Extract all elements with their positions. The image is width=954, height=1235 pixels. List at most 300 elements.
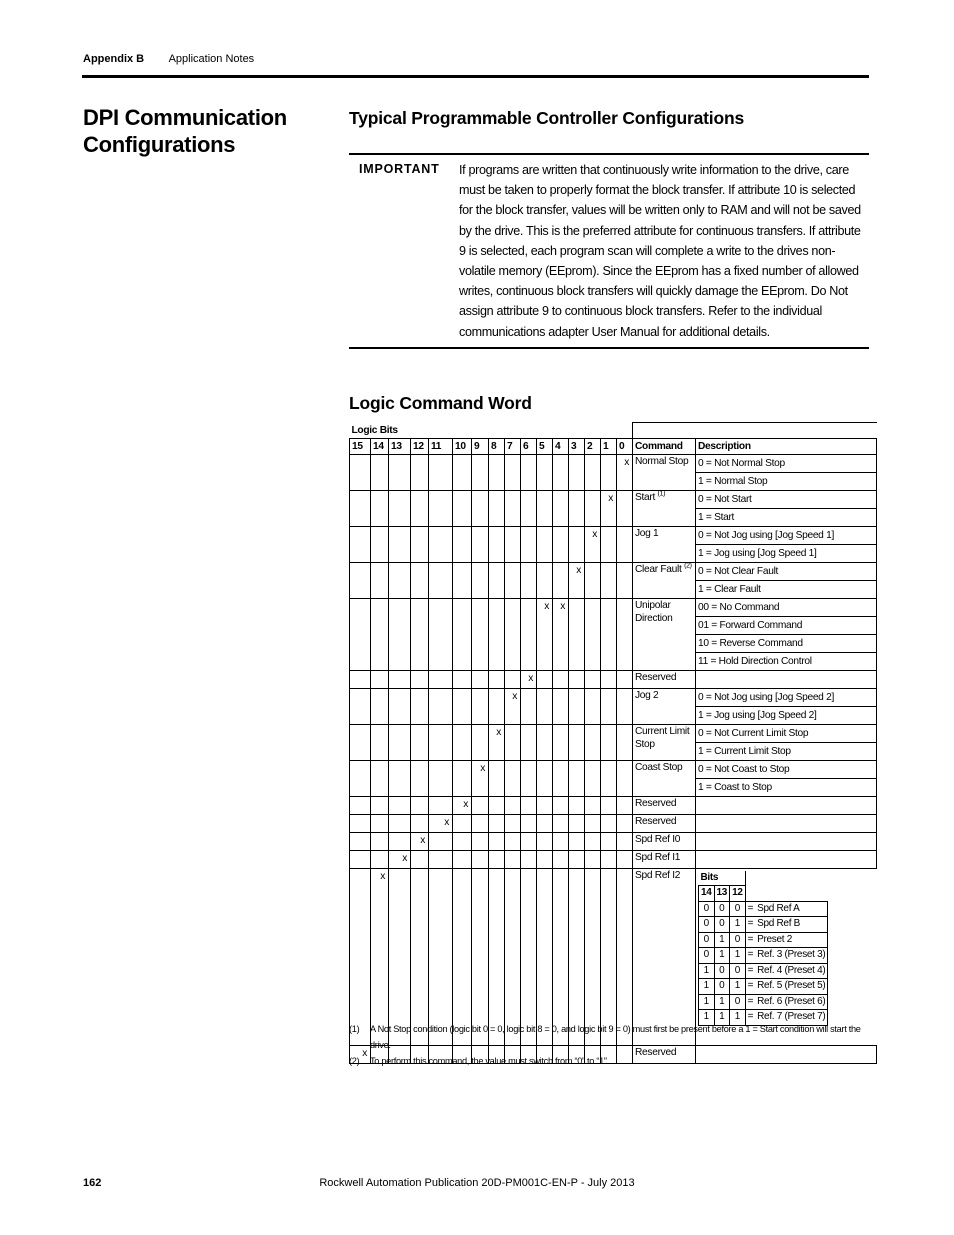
bit-cell (537, 688, 553, 724)
bit-cell (601, 814, 617, 832)
config-heading: Typical Programmable Controller Configurations (349, 108, 744, 128)
bit-cell (537, 850, 553, 868)
header-section: Appendix B (83, 53, 145, 65)
bit-cell (537, 814, 553, 832)
description-empty (696, 797, 876, 814)
bit-cell (371, 724, 389, 760)
important-top-rule (349, 153, 869, 155)
bit-cell (453, 670, 472, 688)
bit-cell (601, 724, 617, 760)
bit-cell (350, 670, 371, 688)
description-line: 0 = Not Jog using [Jog Speed 1] (698, 529, 834, 541)
table-row (350, 760, 877, 796)
command-text: Jog 1 (635, 527, 659, 539)
equals-sign: = (745, 932, 755, 948)
bit-cell (521, 526, 537, 562)
bit-cell (601, 598, 617, 670)
bit-cell (472, 724, 489, 760)
table-row (350, 490, 877, 526)
bit-mark: x (553, 598, 569, 670)
bit-mark: x (585, 526, 601, 562)
footnote-1-text: A Not Stop condition (logic bit 0 = 0, logic bit 8 = 0, and logic bit 9 = 0) must first be present before a 1 = Start condition will start the drive. (370, 1024, 861, 1050)
speed-bit-header: 13 (714, 886, 730, 902)
bit-cell (505, 850, 521, 868)
bit-cell (617, 868, 633, 1045)
bit-cell (389, 724, 411, 760)
logic-command-table (349, 422, 877, 1064)
speed-bits-label: Bits (699, 871, 746, 886)
bit-cell (601, 796, 617, 814)
bit-cell (537, 832, 553, 850)
bit-mark: x (389, 850, 411, 868)
command-cell (633, 688, 696, 724)
bit-cell (585, 814, 601, 832)
command-cell (633, 562, 696, 598)
bit-cell (521, 832, 537, 850)
bit-cell (505, 490, 521, 526)
bit-cell (371, 454, 389, 490)
speed-bit-value: 0 (730, 963, 746, 979)
command-text: Reserved (635, 1046, 677, 1058)
bit-header: 13 (389, 438, 411, 454)
description-header: Description (696, 438, 877, 454)
bit-cell (453, 814, 472, 832)
bit-cell (601, 562, 617, 598)
speed-bit-value: 1 (714, 1010, 730, 1026)
bit-mark: x (453, 796, 472, 814)
bit-cell (371, 850, 389, 868)
description-line: 01 = Forward Command (696, 616, 876, 634)
bit-cell (521, 454, 537, 490)
description-line: 1 = Jog using [Jog Speed 1] (696, 544, 876, 562)
bit-cell (569, 760, 585, 796)
description-empty (696, 851, 876, 868)
bit-cell (453, 760, 472, 796)
bit-header: 1 (601, 438, 617, 454)
header-rule (82, 75, 869, 78)
description-empty (696, 671, 876, 688)
bit-cell (553, 724, 569, 760)
bit-cell (371, 670, 389, 688)
bit-header: 11 (429, 438, 453, 454)
bit-cell (537, 760, 553, 796)
bit-cell (569, 688, 585, 724)
description-cell (696, 526, 877, 562)
command-text: Spd Ref I1 (635, 851, 681, 863)
bit-cell (553, 688, 569, 724)
publication-info: Rockwell Automation Publication 20D-PM001C-EN-P - July 2013 (319, 1177, 635, 1189)
speed-bit-value: 0 (730, 901, 746, 917)
bit-cell (472, 670, 489, 688)
bit-cell (389, 454, 411, 490)
bit-cell (429, 670, 453, 688)
speed-ref-name: Ref. 3 (Preset 3) (755, 948, 828, 964)
bit-cell (617, 598, 633, 670)
bit-header: 10 (453, 438, 472, 454)
bit-cell (505, 724, 521, 760)
bit-cell (585, 760, 601, 796)
bit-cell (472, 490, 489, 526)
bit-cell (350, 454, 371, 490)
bit-mark: x (371, 868, 389, 1045)
speed-ref-name: Spd Ref A (755, 901, 828, 917)
bit-cell (553, 490, 569, 526)
bit-cell (617, 562, 633, 598)
bit-cell (553, 526, 569, 562)
footnote-ref: (2) (684, 562, 692, 570)
bit-cell (601, 760, 617, 796)
bit-header: 2 (585, 438, 601, 454)
bit-cell (389, 490, 411, 526)
bit-cell (371, 760, 389, 796)
bit-cell (389, 526, 411, 562)
bit-cell (489, 454, 505, 490)
bit-header: 12 (411, 438, 429, 454)
description-line: 10 = Reverse Command (696, 634, 876, 652)
bit-cell (371, 688, 389, 724)
bit-cell (389, 688, 411, 724)
bit-cell (389, 760, 411, 796)
command-cell (633, 832, 696, 850)
description-cell (696, 760, 877, 796)
bit-header: 14 (371, 438, 389, 454)
bit-cell (411, 688, 429, 724)
description-cell (696, 670, 877, 688)
bit-cell (489, 490, 505, 526)
speed-ref-name: Preset 2 (755, 932, 828, 948)
bit-cell (429, 724, 453, 760)
bit-cell (489, 760, 505, 796)
speed-bit-value: 0 (714, 979, 730, 995)
speed-bit-header: 14 (699, 886, 715, 902)
bit-cell (537, 562, 553, 598)
bit-cell (505, 796, 521, 814)
speed-bit-value: 0 (699, 932, 715, 948)
description-line: 00 = No Command (698, 601, 780, 613)
equals-sign: = (745, 917, 755, 933)
bit-cell (472, 832, 489, 850)
bit-cell (411, 670, 429, 688)
bit-cell (489, 526, 505, 562)
bit-header: 4 (553, 438, 569, 454)
footnote-2 (349, 1053, 871, 1069)
bit-cell (411, 526, 429, 562)
bit-cell (569, 670, 585, 688)
bit-cell (569, 490, 585, 526)
bit-cell (601, 850, 617, 868)
speed-bit-value: 1 (699, 1010, 715, 1026)
bit-cell (350, 832, 371, 850)
bit-header: 15 (350, 438, 371, 454)
running-header (83, 53, 254, 65)
bit-cell (489, 670, 505, 688)
speed-bit-value: 1 (699, 979, 715, 995)
bit-cell (553, 832, 569, 850)
speed-row (699, 917, 828, 933)
bit-cell (371, 832, 389, 850)
bit-cell (429, 688, 453, 724)
bit-cell (453, 688, 472, 724)
table-row (350, 454, 877, 490)
bit-mark: x (411, 832, 429, 850)
bit-cell (411, 868, 429, 1045)
speed-bit-value: 0 (699, 917, 715, 933)
bit-cell (601, 832, 617, 850)
equals-sign: = (745, 963, 755, 979)
command-cell (633, 670, 696, 688)
speed-ref-name: Ref. 4 (Preset 4) (755, 963, 828, 979)
bit-cell (429, 562, 453, 598)
bit-cell (601, 526, 617, 562)
bit-cell (429, 796, 453, 814)
command-text: Reserved (635, 671, 677, 683)
bit-cell (389, 670, 411, 688)
command-text: Normal Stop (635, 455, 689, 467)
bit-cell (537, 454, 553, 490)
footnote-2-text: To perform this command, the value must switch from “0” to “1”. (370, 1056, 609, 1066)
command-text: Coast Stop (635, 761, 683, 773)
bit-cell (389, 562, 411, 598)
command-cell (633, 454, 696, 490)
bit-cell (411, 850, 429, 868)
bit-cell (472, 688, 489, 724)
bit-cell (350, 868, 371, 1045)
bit-header: 9 (472, 438, 489, 454)
footnote-1-number: (1) (349, 1024, 360, 1034)
command-text: Spd Ref I2 (635, 869, 681, 881)
bit-cell (350, 526, 371, 562)
bit-cell (350, 760, 371, 796)
speed-row (699, 979, 828, 995)
bit-cell (453, 562, 472, 598)
description-cell (696, 832, 877, 850)
bit-cell (371, 562, 389, 598)
description-line: 1 = Current Limit Stop (696, 742, 876, 760)
bit-cell (505, 760, 521, 796)
bit-cell (371, 598, 389, 670)
bit-cell (505, 868, 521, 1045)
speed-bit-value: 1 (714, 994, 730, 1010)
description-line: 1 = Clear Fault (696, 580, 876, 598)
speed-bit-value: 0 (699, 948, 715, 964)
command-header: Command (633, 438, 696, 454)
bit-cell (521, 850, 537, 868)
bit-mark: x (537, 598, 553, 670)
bit-cell (429, 760, 453, 796)
speed-bit-value: 1 (730, 917, 746, 933)
bit-cell (429, 850, 453, 868)
bit-cell (371, 490, 389, 526)
bit-cell (371, 526, 389, 562)
speed-bit-value: 1 (714, 932, 730, 948)
bit-mark: x (429, 814, 453, 832)
bit-cell (553, 454, 569, 490)
bit-cell (489, 868, 505, 1045)
bit-cell (569, 868, 585, 1045)
bit-cell (569, 814, 585, 832)
description-line: 0 = Not Normal Stop (698, 457, 785, 469)
description-cell (696, 814, 877, 832)
speed-bit-value: 1 (730, 948, 746, 964)
bit-cell (505, 454, 521, 490)
bit-cell (389, 814, 411, 832)
bit-cell (521, 724, 537, 760)
description-line: 1 = Jog using [Jog Speed 2] (696, 706, 876, 724)
bit-cell (553, 562, 569, 598)
bit-mark: x (569, 562, 585, 598)
bit-cell (411, 490, 429, 526)
bit-cell (472, 598, 489, 670)
speed-ref-name: Ref. 6 (Preset 6) (755, 994, 828, 1010)
table-row (350, 832, 877, 850)
command-cell (633, 724, 696, 760)
command-cell (633, 760, 696, 796)
bit-cell (429, 454, 453, 490)
bit-mark: x (505, 688, 521, 724)
bit-cell (537, 670, 553, 688)
footnote-1 (349, 1021, 871, 1053)
bit-cell (389, 796, 411, 814)
description-cell (696, 562, 877, 598)
bit-cell (389, 598, 411, 670)
bit-cell (429, 832, 453, 850)
command-cell (633, 850, 696, 868)
bit-cell (472, 796, 489, 814)
equals-sign: = (745, 948, 755, 964)
speed-bit-value: 0 (714, 917, 730, 933)
bit-cell (505, 814, 521, 832)
speed-reference-table (698, 871, 828, 1026)
bit-cell (453, 832, 472, 850)
footnote-ref: (1) (657, 490, 666, 498)
bit-cell (569, 724, 585, 760)
bit-cell (617, 526, 633, 562)
bit-cell (585, 850, 601, 868)
bit-cell (585, 454, 601, 490)
bit-cell (601, 670, 617, 688)
bit-cell (472, 562, 489, 598)
bit-cell (521, 796, 537, 814)
bit-cell (585, 796, 601, 814)
bit-header: 5 (537, 438, 553, 454)
speed-row (699, 901, 828, 917)
bit-cell (585, 832, 601, 850)
table-row (350, 670, 877, 688)
description-line: 0 = Not Current Limit Stop (698, 727, 809, 739)
bit-cell (569, 832, 585, 850)
bit-cell (553, 814, 569, 832)
command-cell (633, 814, 696, 832)
bit-cell (411, 454, 429, 490)
bit-cell (521, 868, 537, 1045)
bit-cell (569, 526, 585, 562)
command-text: Reserved (635, 815, 677, 827)
table-row (350, 850, 877, 868)
bit-cell (472, 526, 489, 562)
bit-cell (429, 490, 453, 526)
speed-ref-name: Ref. 5 (Preset 5) (755, 979, 828, 995)
command-text: Reserved (635, 797, 677, 809)
bit-cell (489, 850, 505, 868)
bit-header: 7 (505, 438, 521, 454)
bit-cell (472, 814, 489, 832)
bit-cell (350, 724, 371, 760)
command-cell (633, 796, 696, 814)
bit-cell (601, 454, 617, 490)
command-text: Jog 2 (635, 689, 659, 701)
bit-cell (453, 850, 472, 868)
speed-bit-value: 0 (730, 932, 746, 948)
bit-cell (453, 868, 472, 1045)
bit-cell (521, 760, 537, 796)
speed-table-wrap (696, 871, 877, 1045)
bit-cell (453, 724, 472, 760)
bit-cell (617, 688, 633, 724)
bit-cell (601, 868, 617, 1045)
bit-cell (537, 526, 553, 562)
description-line: 0 = Not Start (698, 493, 752, 505)
description-empty (696, 815, 876, 832)
equals-sign: = (745, 994, 755, 1010)
speed-bit-value: 0 (699, 901, 715, 917)
bit-cell (411, 724, 429, 760)
bit-cell (350, 688, 371, 724)
speed-row (699, 994, 828, 1010)
bit-cell (617, 832, 633, 850)
bit-cell (350, 490, 371, 526)
description-cell (696, 850, 877, 868)
bit-cell (505, 670, 521, 688)
bit-cell (489, 688, 505, 724)
bit-header: 3 (569, 438, 585, 454)
bit-cell (553, 868, 569, 1045)
bit-header: 6 (521, 438, 537, 454)
speed-bit-header: 12 (730, 886, 746, 902)
bit-cell (489, 814, 505, 832)
table-row (350, 598, 877, 670)
bit-cell (371, 796, 389, 814)
bit-cell (472, 454, 489, 490)
table-row (350, 814, 877, 832)
command-text: Unipolar Direction (635, 599, 673, 624)
bit-cell (617, 724, 633, 760)
bit-cell (505, 598, 521, 670)
description-cell (696, 868, 877, 1045)
bit-cell (585, 868, 601, 1045)
bit-cell (489, 796, 505, 814)
equals-sign: = (745, 901, 755, 917)
bit-cell (389, 868, 411, 1045)
command-cell (633, 598, 696, 670)
bit-cell (617, 850, 633, 868)
bit-cell (505, 832, 521, 850)
bit-cell (569, 796, 585, 814)
table-row (350, 724, 877, 760)
bit-header: 8 (489, 438, 505, 454)
bit-cell (553, 796, 569, 814)
bit-cell (585, 562, 601, 598)
bit-cell (521, 598, 537, 670)
table-row (350, 526, 877, 562)
bit-cell (537, 796, 553, 814)
speed-ref-name: Ref. 7 (Preset 7) (755, 1010, 828, 1026)
bit-cell (389, 832, 411, 850)
bit-cell (537, 724, 553, 760)
bit-cell (429, 868, 453, 1045)
speed-ref-name: Spd Ref B (755, 917, 828, 933)
bit-cell (585, 688, 601, 724)
bit-cell (553, 850, 569, 868)
